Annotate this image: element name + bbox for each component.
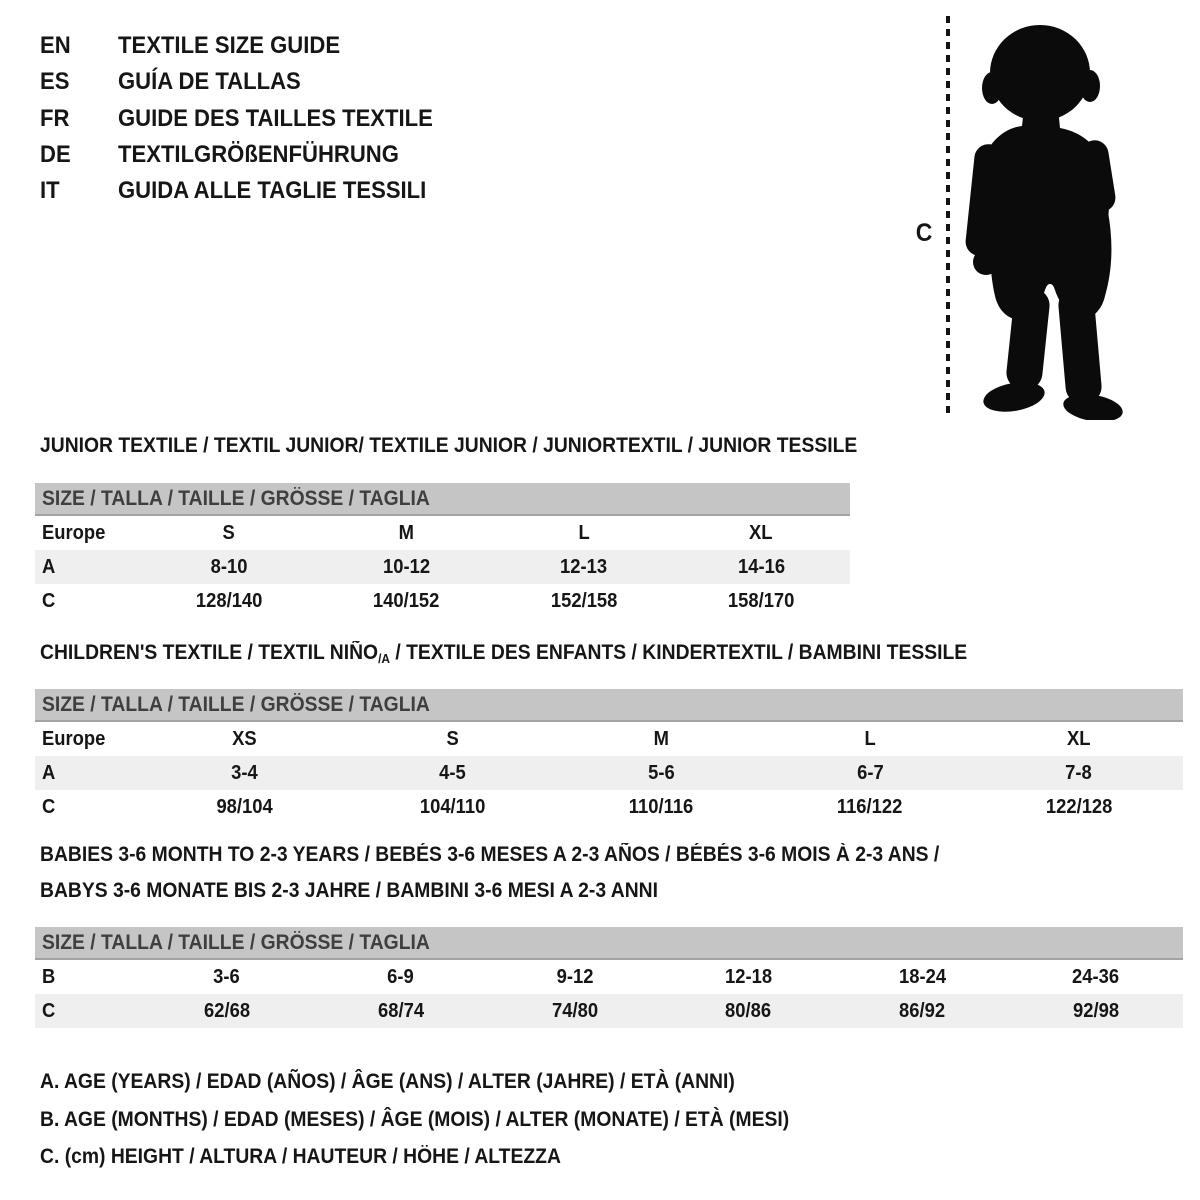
junior-section-title: JUNIOR TEXTILE / TEXTIL JUNIOR/ TEXTILE JUNIOR / JUNIORTEXTIL / JUNIOR TESSILE: [40, 434, 858, 457]
row-label: C: [42, 999, 56, 1022]
size-value: S: [446, 727, 460, 750]
language-code: ES: [40, 68, 70, 96]
age-value: 18-24: [898, 965, 946, 988]
height-value: 140/152: [372, 589, 440, 612]
guide-title-en: TEXTILE SIZE GUIDE: [118, 32, 341, 59]
age-value: 6-7: [856, 761, 884, 784]
height-value: 152/158: [550, 589, 617, 612]
size-value: XL: [749, 521, 774, 544]
table-row-age-months: [35, 960, 1183, 994]
age-value: 9-12: [556, 965, 593, 988]
table-row-age-years: [35, 550, 850, 584]
height-value: 128/140: [195, 589, 262, 612]
age-value: 4-5: [439, 761, 467, 784]
legend-line-age-years: A. AGE (YEARS) / EDAD (AÑOS) / ÂGE (ANS) / ALTER (JAHRE) / ETÀ (ANNI): [40, 1070, 735, 1093]
language-code: DE: [40, 140, 71, 168]
row-label: B: [42, 965, 56, 988]
language-code: FR: [40, 104, 70, 132]
guide-title-es: GUÍA DE TALLAS: [118, 68, 301, 96]
table-row-height-cm: [35, 584, 850, 618]
size-value: S: [222, 521, 235, 544]
legend-line-height-cm: C. (cm) HEIGHT / ALTURA / HAUTEUR / HÖHE / ALTEZZA: [40, 1145, 561, 1168]
size-header-bar: SIZE / TALLA / TAILLE / GRÖSSE / TAGLIA: [35, 483, 850, 516]
age-value: 14-16: [737, 555, 785, 578]
language-row-es: [40, 64, 460, 100]
guide-title-fr: GUIDE DES TAILLES TEXTILE: [118, 104, 433, 132]
language-code: IT: [40, 177, 60, 205]
height-value: 92/98: [1073, 999, 1120, 1022]
children-size-table: [35, 689, 1183, 824]
size-value: M: [398, 521, 414, 544]
language-row-de: [40, 137, 460, 173]
toddler-silhouette-icon: [962, 16, 1142, 420]
age-value: 8-10: [210, 555, 248, 578]
language-row-fr: [40, 101, 460, 137]
height-value: 122/128: [1045, 795, 1112, 818]
age-value: 12-13: [560, 555, 608, 578]
row-label: A: [42, 761, 56, 784]
babies-title-line2: BABYS 3-6 MONATE BIS 2-3 JAHRE / BAMBINI 3-6 MESI A 2-3 ANNI: [40, 879, 658, 902]
legend-line-age-months: B. AGE (MONTHS) / EDAD (MESES) / ÂGE (MOIS) / ALTER (MONATE) / ETÀ (MESI): [40, 1107, 790, 1131]
height-value: 68/74: [377, 999, 424, 1022]
age-value: 10-12: [382, 555, 430, 578]
measure-legend: [40, 1063, 854, 1176]
table-row-europe: [35, 722, 1183, 756]
size-value: XS: [232, 727, 257, 750]
babies-size-table: [35, 927, 1183, 1028]
height-value: 62/68: [203, 999, 250, 1022]
size-value: M: [653, 727, 670, 750]
height-value: 116/122: [837, 795, 903, 818]
height-measure-dashed-line: [946, 16, 950, 418]
language-title-list: [40, 28, 460, 209]
size-value: L: [578, 521, 590, 544]
height-value: 98/104: [216, 795, 273, 818]
guide-title-de: TEXTILGRÖßENFÜHRUNG: [118, 140, 399, 168]
height-value: 86/92: [899, 999, 946, 1022]
guide-title-it: GUIDA ALLE TAGLIE TESSILI: [118, 177, 427, 205]
height-measure-label: C: [915, 219, 933, 247]
age-value: 12-18: [724, 965, 772, 988]
height-value: 80/86: [725, 999, 772, 1022]
age-value: 6-9: [387, 965, 415, 988]
row-label: Europe: [42, 521, 106, 544]
row-label: C: [42, 795, 56, 818]
language-row-it: [40, 173, 460, 209]
babies-title-line1: BABIES 3-6 MONTH TO 2-3 YEARS / BEBÉS 3-6 MESES A 2-3 AÑOS / BÉBÉS 3-6 MOIS À 2-3 ANS /: [40, 843, 940, 866]
age-value: 7-8: [1065, 761, 1092, 784]
table-row-europe: [35, 516, 850, 550]
age-value: 5-6: [648, 761, 675, 784]
height-value: 74/80: [551, 999, 598, 1022]
table-row-age-years: [35, 756, 1183, 790]
nino-a-subscript: /A: [378, 651, 391, 666]
row-label: C: [42, 589, 56, 612]
size-value: L: [864, 727, 876, 750]
age-value: 24-36: [1072, 965, 1120, 988]
height-value: 158/170: [727, 589, 795, 612]
table-row-height-cm: [35, 790, 1183, 824]
table-row-height-cm: [35, 994, 1183, 1028]
language-code: EN: [40, 32, 71, 59]
age-value: 3-6: [213, 965, 241, 988]
size-header-bar: SIZE / TALLA / TAILLE / GRÖSSE / TAGLIA: [35, 689, 1183, 722]
children-section-title: CHILDREN'S TEXTILE / TEXTIL NIÑO/A / TEXTILE DES ENFANTS / KINDERTEXTIL / BAMBINI TESSILE: [40, 641, 968, 666]
height-value: 110/116: [629, 795, 694, 818]
row-label: Europe: [42, 727, 106, 750]
babies-section-title: [40, 837, 1018, 909]
junior-size-table: [35, 483, 850, 618]
age-value: 3-4: [231, 761, 258, 784]
size-header-bar: SIZE / TALLA / TAILLE / GRÖSSE / TAGLIA: [35, 927, 1183, 960]
height-value: 104/110: [420, 795, 486, 818]
row-label: A: [42, 555, 56, 578]
size-value: XL: [1066, 727, 1091, 750]
language-row-en: [40, 28, 460, 64]
